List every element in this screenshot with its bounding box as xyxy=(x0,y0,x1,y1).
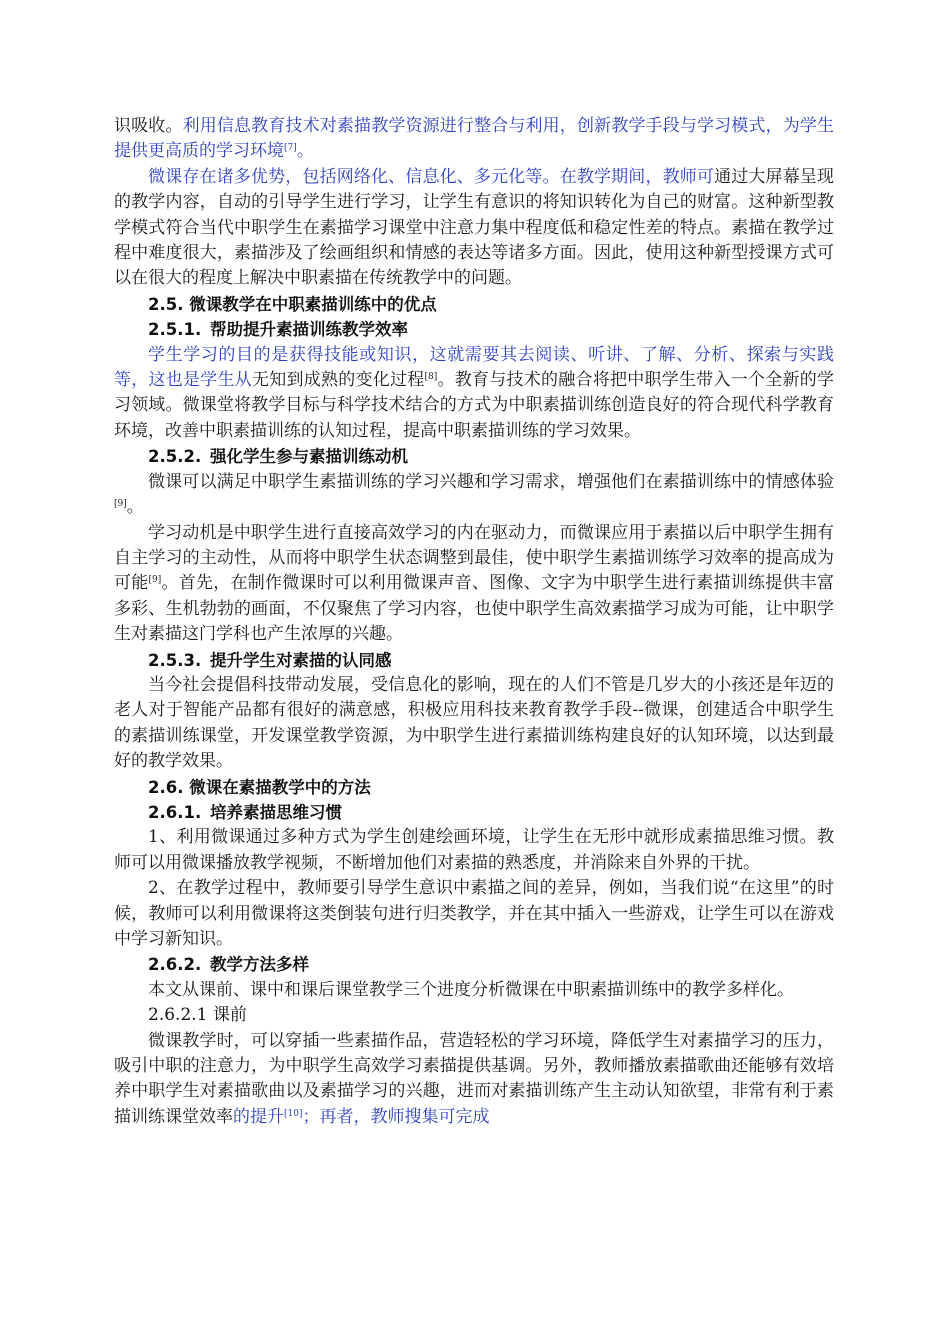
heading-2-6: 2.6. 微课在素描教学中的方法 xyxy=(148,777,371,797)
paragraph-interest: 微课可以满足中职学生素描训练的学习兴趣和学习需求，增强他们在素描训练中的情感体验[9]。 xyxy=(114,471,834,518)
heading-2-5-2: 2.5.2. 强化学生参与素描训练动机 xyxy=(148,447,408,467)
document-page xyxy=(114,114,834,1130)
citation-8: [8] xyxy=(424,372,438,383)
highlighted-text: 微课存在诸多优势，包括网络化、信息化、多元化等。在教学期间，教师可 xyxy=(148,166,715,187)
citation-9b: [9] xyxy=(148,575,162,586)
highlighted-text: 利用信息教育技术对素描教学资源进行整合与利用，创新教学手段与学习模式，为学生提供更高质的学习环境[7]。 xyxy=(114,116,835,162)
heading-2-5: 2.5. 微课教学在中职素描训练中的优点 xyxy=(148,294,437,314)
paragraph-methods: 本文从课前、课中和课后课堂教学三个进度分析微课在中职素描训练中的教学多样化。 xyxy=(148,979,794,1000)
heading-2-5-3: 2.5.3. 提升学生对素描的认同感 xyxy=(148,650,392,670)
paragraph-before-class: 微课教学时，可以穿插一些素描作品，营造轻松的学习环境，降低学生对素描学习的压力，吸引中职的注意力，为中职学生高效学习素描提供基调。另外，教师播放素描歌曲还能够有效培养中职学生对素描歌曲以及素描学习的兴趣，进而对素描训练产生主动认知欲望，非常有利于素描训练课堂效率的提升[10]；再者，教师搜集可完成 xyxy=(114,1030,834,1127)
paragraph-efficiency: 学生学习的目的是获得技能或知识，这就需要其去阅读、听讲、了解、分析、探索与实践等，这也是学生从无知到成熟的变化过程[8]。教育与技术的融合将把中职学生带入一个全新的学习领域。微课堂将教学目标与科学技术结合的方式为中职素描训练创造良好的符合现代科学教育环境，改善中职素描训练的认知过程，提高中职素描训练的学习效果。 xyxy=(114,344,834,441)
highlighted-text: 的提升[10]；再者，教师搜集可完成 xyxy=(233,1106,490,1127)
heading-2-5-1: 2.5.1. 帮助提升素描训练教学效率 xyxy=(148,320,408,340)
heading-2-6-2: 2.6.2. 教学方法多样 xyxy=(148,955,309,975)
paragraph-motivation: 学习动机是中职学生进行直接高效学习的内在驱动力，而微课应用于素描以后中职学生拥有自主学习的主动性，从而将中职学生状态调整到最佳，使中职学生素描训练学习效率的提高成为可能[9]。首先，在制作微课时可以利用微课声音、图像、文字为中职学生进行素描训练提供丰富多彩、生机勃勃的画面，不仅聚焦了学习内容，也使中职学生高效素描学习成为可能，让中职学生对素描这门学科也产生浓厚的兴趣。 xyxy=(114,522,834,645)
paragraph-intro: 识吸收。利用信息教育技术对素描教学资源进行整合与利用，创新教学手段与学习模式，为学生提供更高质的学习环境[7]。 xyxy=(114,116,835,162)
citation-7: [7] xyxy=(284,143,297,154)
citation-10: [10] xyxy=(284,1108,303,1119)
heading-2-6-2-1: 2.6.2.1 课前 xyxy=(148,1005,247,1026)
paragraph-habit-1: 1、利用微课通过多种方式为学生创建绘画环境，让学生在无形中就形成素描思维习惯。教师可以用微课播放教学视频，不断增加他们对素描的熟悉度，并消除来自外界的干扰。 xyxy=(114,827,834,873)
paragraph-habit-2: 2、在教学过程中，教师要引导学生意识中素描之间的差异，例如，当我们说“在这里”的时候，教师可以利用微课将这类倒装句进行归类教学，并在其中插入一些游戏，让学生可以在游戏中学习新知识。 xyxy=(114,878,834,949)
paragraph-advantages: 微课存在诸多优势，包括网络化、信息化、多元化等。在教学期间，教师可通过大屏幕呈现的教学内容，自动的引导学生进行学习，让学生有意识的将知识转化为自己的财富。这种新型教学模式符合当代中职学生在素描学习课堂中注意力集中程度低和稳定性差的特点。素描在教学过程中难度很大，素描涉及了绘画组织和情感的表达等诸多方面。因此，使用这种新型授课方式可以在很大的程度上解决中职素描在传统教学中的问题。 xyxy=(114,166,835,289)
paragraph-recognition: 当今社会提倡科技带动发展，受信息化的影响，现在的人们不管是几岁大的小孩还是年迈的老人对于智能产品都有很好的满意感，积极应用科技来教育教学手段--微课，创建适合中职学生的素描训练课堂，开发课堂教学资源，为中职学生进行素描训练构建良好的认知环境，以达到最好的教学效果。 xyxy=(114,674,834,772)
highlighted-text: 学生学习的目的是获得技能或知识，这就需要其去阅读、听讲、了解、分析、探索与实践等，这也是学生从 xyxy=(114,344,834,391)
heading-2-6-1: 2.6.1. 培养素描思维习惯 xyxy=(148,802,342,822)
citation-9: [9] xyxy=(114,499,127,510)
